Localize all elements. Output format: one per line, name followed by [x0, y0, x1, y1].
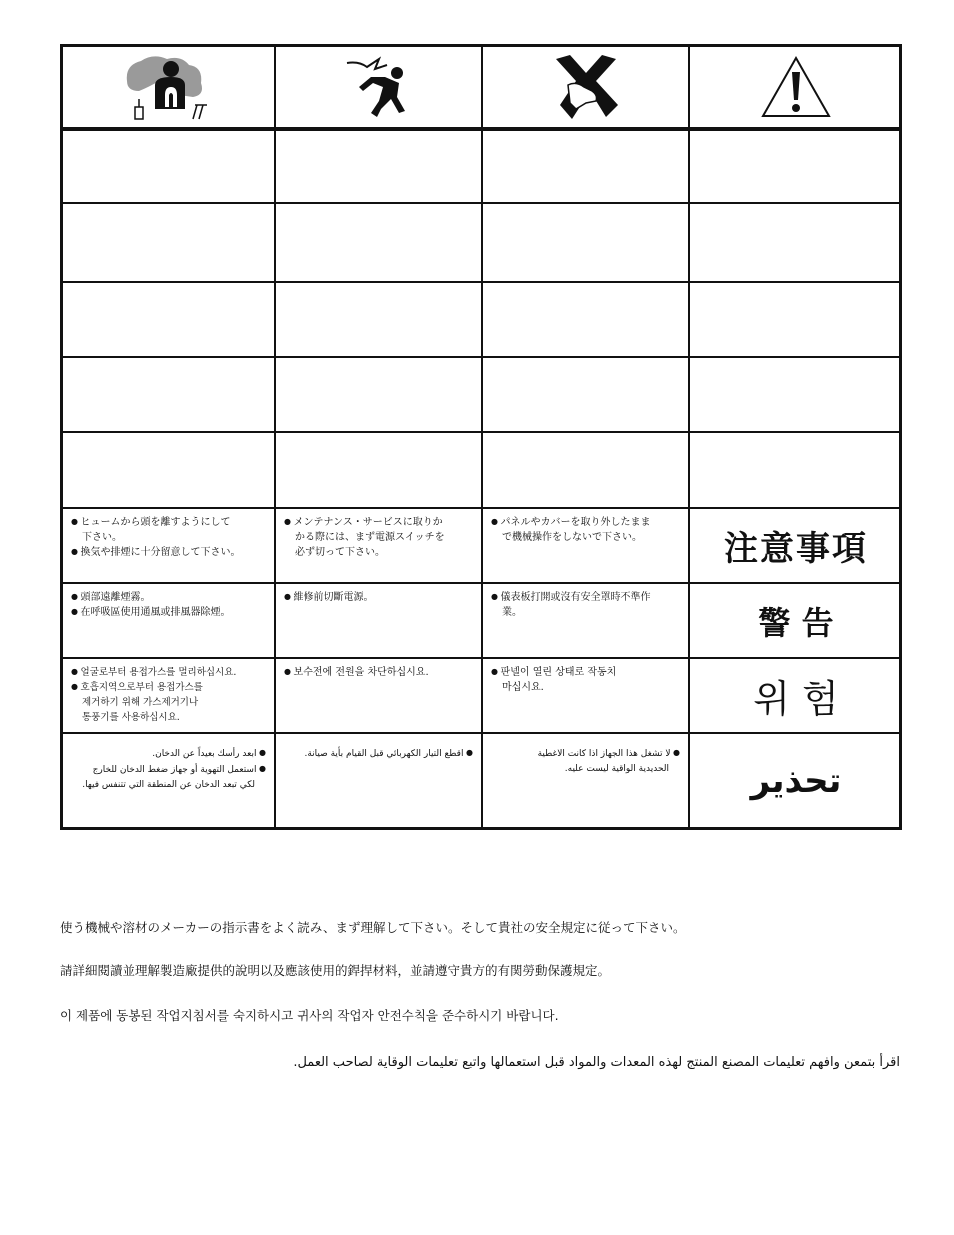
- korean-notice: 이 제품에 동봉된 작업지침서를 숙지하시고 귀사의 작업자 안전수칙을 준수하시기 바랍니다.: [60, 1008, 559, 1023]
- bullet-continuation: 마십시요.: [502, 682, 544, 693]
- bullet-continuation: で機械操作をしないで下さい。: [502, 532, 642, 543]
- bullet-line: ● 儀表板打開或沒有安全罩時不準作: [491, 590, 680, 605]
- bullet-line: ● ヒュームから頭を離すようにして: [71, 515, 266, 530]
- bullet-line: ● パネルやカバーを取り外したまま: [491, 515, 680, 530]
- arabic-fumes-text: [63, 734, 274, 827]
- chinese-signal-word: 警 告: [758, 603, 834, 642]
- bullet-continuation: 下さい。: [82, 532, 122, 543]
- arabic-parts-text: [483, 734, 688, 827]
- electric-shock-icon: [276, 47, 481, 127]
- row-divider: [63, 202, 899, 204]
- bullet-continuation: 業。: [502, 607, 522, 618]
- bullet-line: ● 판넬이 열린 상태로 작동치: [491, 665, 680, 680]
- bullet-line: ● لا تشغل هذا الجهاز اذا كانت الاغطية: [491, 746, 680, 762]
- arabic-signal-word: تحذير: [750, 760, 842, 801]
- chinese-notice: 請詳細閱讀並理解製造廠提供的說明以及應該使用的銲捍材料，並請遵守貴方的有関勞動保護規定。: [60, 963, 611, 978]
- row-divider: [63, 356, 899, 358]
- korean-signal-word: 위 험: [753, 677, 839, 721]
- chinese-parts-text: [483, 584, 688, 657]
- bullet-continuation: 통풍기를 사용하십시요.: [82, 712, 180, 723]
- japanese-signal-word: 注意事項: [724, 529, 868, 569]
- bullet-line: ● 維修前切斷電源。: [284, 590, 473, 605]
- bullet-continuation: 必ず切って下さい。: [295, 547, 385, 558]
- japanese-fumes-text: [63, 509, 274, 582]
- fumes-hazard-icon: [63, 47, 274, 127]
- bullet-line: ● استعمل التهوية أو جهاز ضغط الدخان للخارج: [71, 762, 266, 778]
- safety-warning-table: [60, 44, 902, 830]
- bullet-continuation: 제거하기 위해 가스제거기나: [82, 697, 199, 708]
- bullet-line: ● 換気や排煙に十分留意して下さい。: [71, 545, 266, 560]
- row-divider: [63, 431, 899, 433]
- header-divider: [63, 127, 899, 131]
- moving-parts-hazard-icon: [483, 47, 688, 127]
- bullet-continuation: الحديدية الواقية ليست عليه.: [564, 764, 669, 774]
- chinese-fumes-text: [63, 584, 274, 657]
- bullet-continuation: かる際には、まず電源スイッチを: [295, 532, 445, 543]
- bullet-continuation: لكي تبعد الدخان عن المنطقة التي تتنفس فيها.: [82, 780, 255, 790]
- japanese-notice: 使う機械や溶材のメーカーの指示書をよく読み、まず理解して下さい。そして貴社の安全規定に従って下さい。: [60, 920, 686, 935]
- bullet-line: ● 頭部遠離煙霧。: [71, 590, 266, 605]
- bullet-line: ● ابعد رأسك بعيداً عن الدخان.: [71, 746, 266, 762]
- korean-parts-text: [483, 659, 688, 732]
- row-divider: [63, 281, 899, 283]
- japanese-shock-text: [276, 509, 481, 582]
- warning-triangle-icon: [690, 47, 902, 127]
- japanese-parts-text: [483, 509, 688, 582]
- arabic-notice: اقرأ بتمعن وافهم تعليمات المصنع المنتج لهذه المعدات والمواد قبل استعمالها واتبع تعليمات الوقاية لصاحب العمل.: [293, 1055, 900, 1070]
- arabic-shock-text: [276, 734, 481, 827]
- bullet-line: ● 얼굴로부터 용접가스를 멀리하십시요.: [71, 665, 266, 680]
- chinese-shock-text: [276, 584, 481, 657]
- bullet-line: ● اقطع التيار الكهربائي قبل القيام بأية صيانة.: [284, 746, 473, 762]
- bullet-line: ● 在呼吸區使用通風或排風器除煙。: [71, 605, 266, 620]
- bullet-line: ● 호흡지역으로부터 용접가스를: [71, 680, 266, 695]
- korean-shock-text: [276, 659, 481, 732]
- bullet-line: ● 보수전에 전원을 차단하십시요.: [284, 665, 473, 680]
- korean-fumes-text: [63, 659, 274, 732]
- bullet-line: ● メンテナンス・サービスに取りか: [284, 515, 473, 530]
